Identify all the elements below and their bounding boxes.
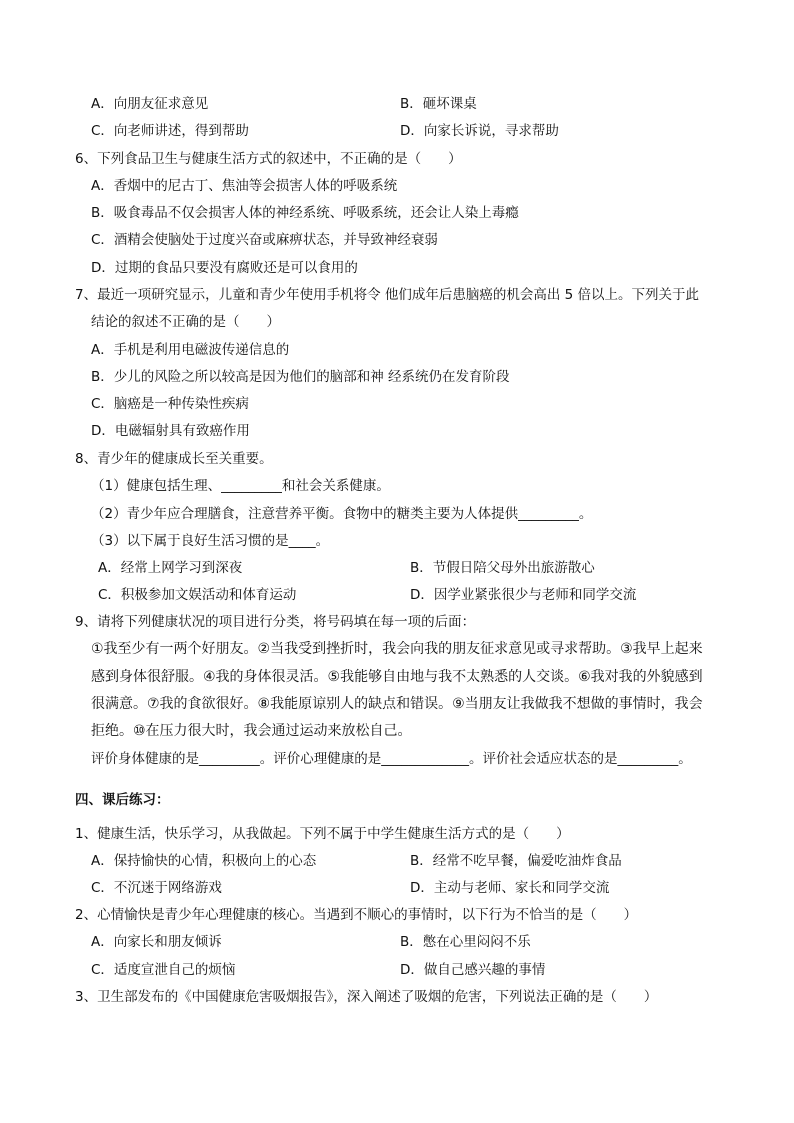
q8-stem: 8、青少年的健康成长至关重要。 bbox=[75, 451, 273, 467]
p2-stem: 2、心情愉快是青少年心理健康的核心。当遇到不顺心的事情时，以下行为不恰当的是（ ） bbox=[75, 907, 638, 923]
p1-stem: 1、健康生活，快乐学习，从我做起。下列不属于中学生健康生活方式的是（ ） bbox=[75, 826, 570, 842]
p2-option-c: C．适度宣泄自己的烦恼 bbox=[91, 962, 236, 978]
q6-stem: 6、下列食品卫生与健康生活方式的叙述中，不正确的是（ ） bbox=[75, 151, 462, 167]
q7-option-c: C．脑癌是一种传染性疾病 bbox=[91, 396, 249, 412]
q8-sub1: （1）健康包括生理、_________和社会关系健康。 bbox=[91, 478, 390, 494]
q8-option-a: A．经常上网学习到深夜 bbox=[98, 560, 243, 576]
q7-stem-line1: 7、最近一项研究显示，儿童和青少年使用手机将令 他们成年后患脑癌的机会高出 5 倍以上。下列关于此 bbox=[75, 287, 700, 303]
q5-option-a: A．向朋友征求意见 bbox=[91, 96, 209, 112]
q5-option-c: C．向老师讲述，得到帮助 bbox=[91, 123, 249, 139]
p3-stem: 3、卫生部发布的《中国健康危害吸烟报告》，深入阐述了吸烟的危害，下列说法正确的是（ ） bbox=[75, 989, 658, 1005]
q9-answer-line: 评价身体健康的是_________。评价心理健康的是_____________。评价社会适应状态的是_________。 bbox=[91, 751, 692, 767]
p1-option-a: A．保持愉快的心情，积极向上的心态 bbox=[91, 853, 317, 869]
q5-option-d: D．向家长诉说，寻求帮助 bbox=[400, 123, 559, 139]
p2-option-a: A．向家长和朋友倾诉 bbox=[91, 934, 222, 950]
q7-option-a: A．手机是利用电磁波传递信息的 bbox=[91, 342, 290, 358]
q9-stem: 9、请将下列健康状况的项目进行分类，将号码填在每一项的后面： bbox=[75, 614, 476, 630]
section-heading: 四、课后练习： bbox=[75, 792, 170, 808]
q8-option-d: D．因学业紧张很少与老师和同学交流 bbox=[410, 587, 637, 603]
p1-option-d: D．主动与老师、家长和同学交流 bbox=[410, 880, 610, 896]
q7-stem-line2: 结论的叙述不正确的是（ ） bbox=[91, 314, 280, 330]
q7-option-d: D．电磁辐射具有致癌作用 bbox=[91, 423, 250, 439]
p1-option-c: C．不沉迷于网络游戏 bbox=[91, 880, 222, 896]
p2-option-b: B．憋在心里闷闷不乐 bbox=[400, 934, 531, 950]
q8-sub2: （2）青少年应合理膳食，注意营养平衡。食物中的糖类主要为人体提供_________。 bbox=[91, 506, 593, 522]
q5-option-b: B．砸坏课桌 bbox=[400, 96, 477, 112]
q8-option-c: C．积极参加文娱活动和体育运动 bbox=[98, 587, 297, 603]
q8-sub3: （3）以下属于良好生活习惯的是____。 bbox=[91, 533, 330, 549]
p1-option-b: B．经常不吃早餐，偏爱吃油炸食品 bbox=[410, 853, 622, 869]
q6-option-a: A．香烟中的尼古丁、焦油等会损害人体的呼吸系统 bbox=[91, 178, 398, 194]
q6-option-c: C．酒精会使脑处于过度兴奋或麻痹状态，并导致神经衰弱 bbox=[91, 232, 438, 248]
q7-option-b: B．少儿的风险之所以较高是因为他们的脑部和神 经系统仍在发育阶段 bbox=[91, 369, 510, 385]
q9-items-line2: 感到身体很舒服。④我的身体很灵活。⑤我能够自由地与我不太熟悉的人交谈。⑥我对我的外貌感到 bbox=[91, 669, 703, 685]
q6-option-d: D．过期的食品只要没有腐败还是可以食用的 bbox=[91, 260, 358, 276]
q8-option-b: B．节假日陪父母外出旅游散心 bbox=[410, 560, 595, 576]
q9-items-line1: ①我至少有一两个好朋友。②当我受到挫折时，我会向我的朋友征求意见或寻求帮助。③我早上起来 bbox=[91, 641, 703, 657]
p2-option-d: D．做自己感兴趣的事情 bbox=[400, 962, 546, 978]
q9-items-line3: 很满意。⑦我的食欲很好。⑧我能原谅别人的缺点和错误。⑨当朋友让我做我不想做的事情时，我会 bbox=[91, 696, 703, 712]
q6-option-b: B．吸食毒品不仅会损害人体的神经系统、呼吸系统，还会让人染上毒瘾 bbox=[91, 205, 519, 221]
q9-items-line4: 拒绝。⑩在压力很大时，我会通过运动来放松自己。 bbox=[91, 723, 412, 739]
